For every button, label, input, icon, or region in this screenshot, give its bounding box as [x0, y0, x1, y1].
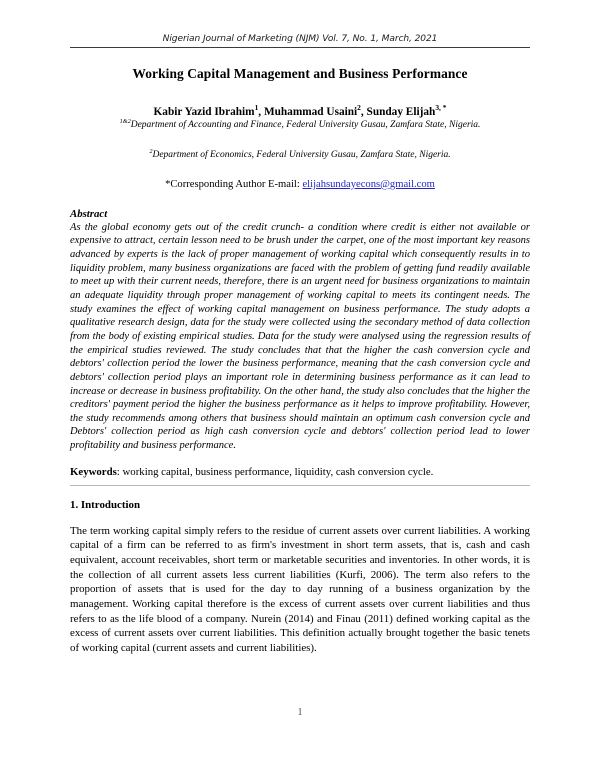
running-head: Nigerian Journal of Marketing (NJM) Vol. 7, No. 1, March, 2021 — [162, 34, 438, 44]
keywords-list: working capital, business performance, liquidity, cash conversion cycle. — [122, 465, 434, 478]
abstract-heading: Abstract — [70, 207, 108, 220]
affiliation-marker-1: 1&2 — [119, 117, 131, 125]
header-divider — [70, 47, 530, 48]
affiliation-2 — [70, 149, 530, 162]
keywords-label: Keywords — [70, 465, 117, 478]
corresponding-author-label: *Corresponding Author E-mail: — [165, 178, 303, 190]
introduction-paragraph: The term working capital simply refers to the residue of current assets over current liabilities. A working capital of a firm can be referred to as firm's investment in short term assets, that is, cash and cash equivalent, account receivables, short term or marketable securities and inventories. In other words, it is the collection of all current assets less current liabilities (Kurfi, 2006). The term also refers to the proportion of assets that is used for the day to day running of a business organization by the management. Working capital therefore is the excess of current assets over current liabilities and thus refers to as the life blood of a company. Nurein (2014) and Finau (2011) defined working capital as the excess of current assets over current liabilities. This definition actually brought together the basic tenets of working capital (current assets and current liabilities). — [70, 524, 530, 655]
affiliation-1 — [70, 119, 530, 132]
page-title: Working Capital Management and Business Performance — [132, 66, 468, 81]
author-separator-1: , — [258, 106, 264, 118]
author-separator-2: , — [360, 106, 367, 118]
keywords — [70, 465, 530, 479]
author-list — [70, 103, 530, 118]
author-affiliation-marker-1: 1 — [254, 103, 259, 113]
author-name-1: Kabir Yazid Ibrahim — [153, 106, 255, 118]
author-affiliation-marker-2: 2 — [357, 103, 361, 113]
corresponding-author — [70, 179, 530, 190]
affiliation-marker-2: 2 — [149, 147, 153, 155]
affiliation-text-1: Department of Accounting and Finance, Federal University Gusau, Zamfara State, Nigeria. — [130, 120, 481, 130]
affiliation-text-2: Department of Economics, Federal University Gusau, Zamfara State, Nigeria. — [152, 149, 451, 160]
author-affiliation-marker-3: 3, * — [435, 103, 447, 113]
keywords-divider — [70, 485, 530, 486]
abstract-text: As the global economy gets out of the credit crunch- a condition where credit is either not available or expensive to attract, certain lesson need to be brush under the carpet, one of the most important key reasons advanced by experts is the lack of proper management of working capital which consequently results in to liquidity problem, many business organizations are faced with the problem of getting fund readily available to meet up with their current needs, therefore, there is an urgent need for business organizations to maintain an adequate liquidity through proper management of working capital to meets its contingent needs. The study examines the effect of working capital management on business performance. The study adopts a qualitative research design, data for the study were collected using the secondary method of data collection from the body of existing empirical studies. Data for the study were analysed using the regression results of the empirical studies reviewed. The study concludes that that the higher the cash conversion cycle and debtors' collection period the lower the business performance, meaning that the cash conversion cycle and debtors' collection period plays an important role in determining business performance as it can lead to increase or decrease in business profitability. On the other hand, the study also concludes that the higher the creditors' payment period the higher the business performance as it helps to improve profitability. However, the study recommends among others that business should maintain an optimum cash conversion cycle and Debtors' collection period as high cash conversion cycle and debtors' collection period lead to lower profitability and business performance. — [70, 221, 530, 452]
author-name-2: Muhammad Usaini — [263, 106, 358, 118]
corresponding-author-email-link[interactable]: elijahsundayecons@gmail.com — [302, 178, 435, 190]
author-name-3: Sunday Elijah — [366, 106, 436, 118]
section-heading-introduction: 1. Introduction — [70, 498, 140, 511]
keywords-separator: : — [116, 465, 123, 478]
page-number: 1 — [297, 707, 303, 718]
